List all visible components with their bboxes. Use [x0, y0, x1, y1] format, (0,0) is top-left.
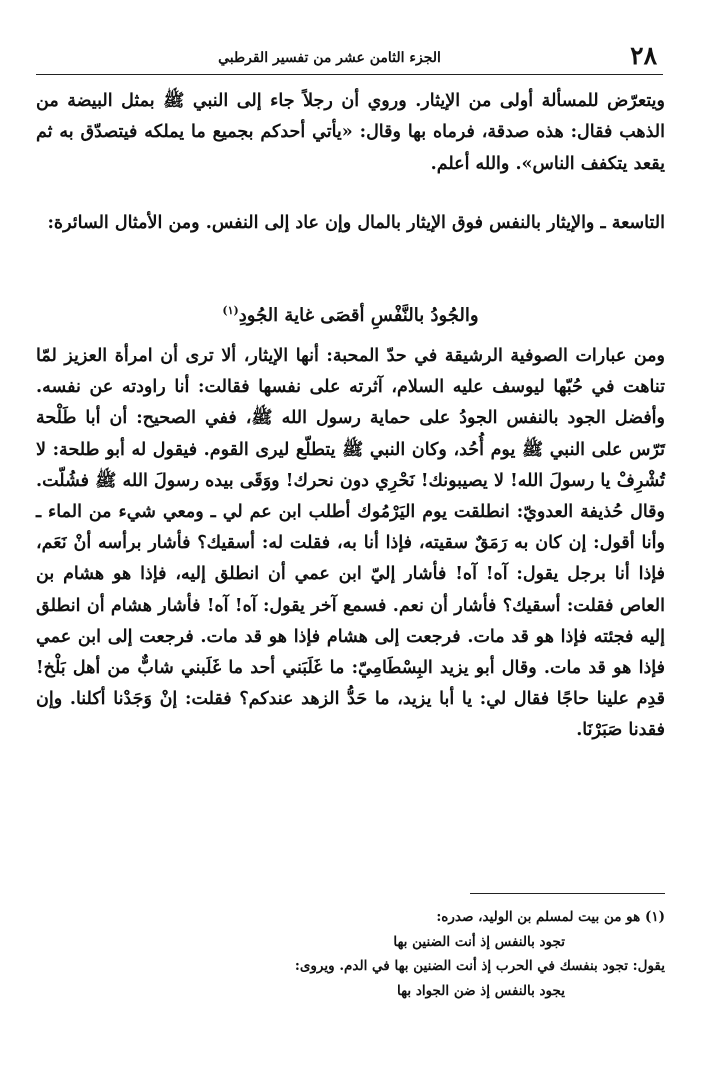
verse-text: والجُودُ بالنَّفْسِ أقصَى غاية الجُودِ: [238, 305, 479, 326]
footnote-line-2: يقول: تجود بنفسك في الحرب إذ أنت الضنين بها في الدم. ويروى:: [294, 958, 665, 974]
footnote-marker: (١): [222, 304, 239, 317]
footnote-line-1: (١) هو من بيت لمسلم بن الوليد، صدره:: [436, 909, 665, 925]
paragraph-2: التاسعة ـ والإيثار بالنفس فوق الإيثار بالمال وإن عاد إلى النفس. ومن الأمثال السائرة:: [47, 213, 665, 233]
footnote-divider: [470, 893, 665, 894]
footnotes: [36, 905, 665, 1003]
paragraph-3: ومن عبارات الصوفية الرشيقة في حدّ المحبة: أنها الإيثار، ألا ترى أن امرأة العزيز لمّا تناهت في حُبّها ليوسف عليه السلام، آثرته على نفسها فقالت: أنا راودته عن نفسه. وأفضل الجود بالنفس الجودُ على حماية رسول الله ﷺ، ففي الصحيح: أن أبا طَلْحة تَرّس على النبي ﷺ يوم أُحُد، وكان النبي ﷺ يتطلّع ليرى القوم. فيقول له أبو طلحة: لا تُشْرِفْ يا رسولَ الله! لا يصيبونك! نَحْرِي دون نحرك! ووَقَى بيده رسولَ الله ﷺ فشُلّت. وقال حُذيفة العدويّ: انطلقت يوم اليَرْمُوك أطلب ابن عم لي ـ ومعي شيء من الماء ـ وأنا أقول: إن كان به رَمَقٌ سقيته، فإذا أنا به، فقلت له: أسقيك؟ فأشار برأسه أنْ نَعَم، فإذا أنا برجل يقول: آه! آه! فأشار إليّ ابن عمي أن انطلق إليه، فإذا هو هشام بن العاص فقلت: أسقيك؟ فأشار أن نعم. فسمع آخر يقول: آه! آه! فأشار هشام أن انطلق إليه فجئته فإذا هو قد مات. فرجعت إلى هشام فإذا هو قد مات. فرجعت إلى ابن عمي فإذا هو قد مات. وقال أبو يزيد البِسْطَامِيّ: ما غَلَبَني أحد ما غَلَبني شابٌّ من أهل بَلْخ! قدِم علينا حاجًا فقال لي: يا أبا يزيد، ما حَدُّ الزهد عندكم؟ فقلت: إنْ وَجَدْنا أكلنا. وإن فقدنا صَبَرْنَا.: [36, 346, 665, 741]
page-header: [36, 40, 663, 75]
running-title: الجزء الثامن عشر من تفسير القرطبي: [218, 50, 441, 66]
paragraph-1: ويتعرّض للمسألة أولى من الإيثار. وروي أن رجلاً جاء إلى النبي ﷺ بمثل البيضة من الذهب فقال: هذه صدقة، فرماه بها وقال: «يأتي أحدكم بجميع ما يملكه فيتصدّق به ثم يقعد يتكفف الناس». والله أعلم.: [36, 91, 665, 174]
footnote-verse-2: يجود بالنفس إذ ضن الجواد بها: [397, 982, 565, 999]
footnote-verse-1: تجود بالنفس إذ أنت الضنين بها: [393, 933, 565, 950]
poetry-verse: [36, 294, 665, 333]
page-number: ٢٨: [630, 41, 657, 70]
